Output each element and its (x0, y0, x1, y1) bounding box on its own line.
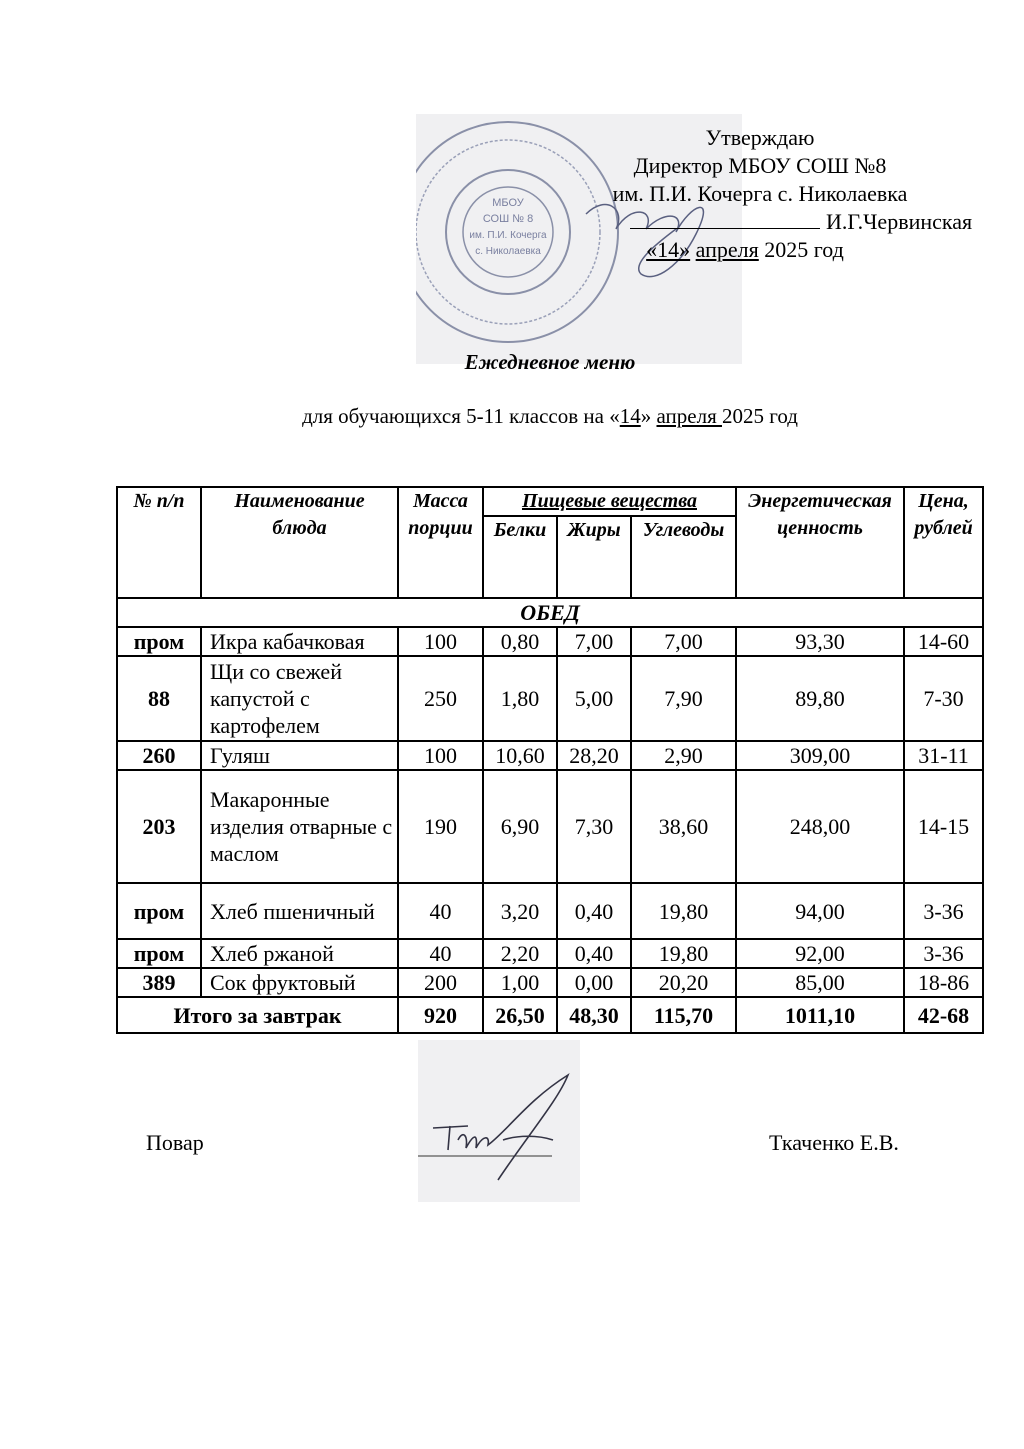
table-row (117, 627, 983, 656)
cell-fat: 0,00 (557, 968, 631, 997)
cell-price: 14-60 (904, 627, 983, 656)
cell-fat: 5,00 (557, 656, 631, 741)
total-row (117, 997, 983, 1033)
cell-num: пром (117, 627, 201, 656)
table-row (117, 741, 983, 770)
cell-price: 14-15 (904, 770, 983, 883)
svg-text:с. Николаевка: с. Николаевка (475, 246, 541, 257)
cell-energy: 85,00 (736, 968, 904, 997)
header-protein: Белки (483, 516, 557, 598)
total-price: 42-68 (904, 997, 983, 1033)
cell-protein: 10,60 (483, 741, 557, 770)
approval-block (560, 124, 973, 264)
cell-protein: 6,90 (483, 770, 557, 883)
cell-energy: 248,00 (736, 770, 904, 883)
svg-text:МБОУ: МБОУ (492, 197, 524, 209)
table-row (117, 968, 983, 997)
subtitle-year: 2025 год (721, 404, 798, 428)
header-nutrients: Пищевые вещества (483, 487, 736, 516)
header-price: Цена, рублей (904, 487, 983, 598)
cell-protein: 1,00 (483, 968, 557, 997)
cell-name: Хлеб пшеничный (201, 883, 398, 939)
approval-year: 2025 год (764, 237, 844, 262)
cell-num: пром (117, 883, 201, 939)
cell-num: 260 (117, 741, 201, 770)
cell-protein: 0,80 (483, 627, 557, 656)
table-row (117, 656, 983, 741)
cell-mass: 250 (398, 656, 483, 741)
svg-text:им. П.И. Кочерга: им. П.И. Кочерга (469, 230, 547, 241)
header-carbs: Углеводы (631, 516, 736, 598)
cell-mass: 200 (398, 968, 483, 997)
subtitle-prefix: для обучающихся 5-11 классов на « (302, 404, 620, 428)
total-protein: 26,50 (483, 997, 557, 1033)
cell-mass: 100 (398, 627, 483, 656)
cell-energy: 93,30 (736, 627, 904, 656)
cell-name: Макаронные изделия отварные с маслом (201, 770, 398, 883)
cell-name: Хлеб ржаной (201, 939, 398, 968)
cell-num: 88 (117, 656, 201, 741)
total-fat: 48,30 (557, 997, 631, 1033)
cell-carbs: 7,90 (631, 656, 736, 741)
cell-name: Гуляш (201, 741, 398, 770)
header-energy: Энергетическая ценность (736, 487, 904, 598)
cell-num: пром (117, 939, 201, 968)
cell-name: Сок фруктовый (201, 968, 398, 997)
cell-carbs: 38,60 (631, 770, 736, 883)
signature-line (630, 228, 820, 229)
cell-mass: 40 (398, 883, 483, 939)
signature-icon (418, 1040, 580, 1202)
header-num: № п/п (117, 487, 201, 598)
total-label: Итого за завтрак (117, 997, 398, 1033)
cell-mass: 40 (398, 939, 483, 968)
table-row (117, 770, 983, 883)
page-title: Ежедневное меню (464, 350, 636, 374)
cook-role: Повар (146, 1130, 204, 1155)
header-fat: Жиры (557, 516, 631, 598)
cell-energy: 89,80 (736, 656, 904, 741)
cell-carbs: 19,80 (631, 939, 736, 968)
header-name: Наименование блюда (201, 487, 398, 598)
cell-carbs: 7,00 (631, 627, 736, 656)
cell-fat: 28,20 (557, 741, 631, 770)
cell-fat: 0,40 (557, 883, 631, 939)
cell-protein: 3,20 (483, 883, 557, 939)
cell-carbs: 19,80 (631, 883, 736, 939)
cook-name: Ткаченко Е.В. (769, 1130, 899, 1155)
cell-carbs: 20,20 (631, 968, 736, 997)
approval-day: «14» (646, 237, 691, 262)
subtitle-mid: » (640, 404, 657, 428)
cell-price: 3-36 (904, 883, 983, 939)
total-carbs: 115,70 (631, 997, 736, 1033)
cell-fat: 7,00 (557, 627, 631, 656)
cell-carbs: 2,90 (631, 741, 736, 770)
menu-table (116, 486, 984, 1034)
approval-signer: И.Г.Червинская (826, 209, 973, 234)
cell-mass: 100 (398, 741, 483, 770)
cell-fat: 0,40 (557, 939, 631, 968)
cell-num: 389 (117, 968, 201, 997)
cell-protein: 2,20 (483, 939, 557, 968)
cell-price: 3-36 (904, 939, 983, 968)
section-lunch: ОБЕД (117, 598, 983, 627)
page-subtitle (0, 404, 1024, 429)
svg-text:СОШ № 8: СОШ № 8 (482, 213, 534, 225)
cell-price: 31-11 (904, 741, 983, 770)
cook-signature (418, 1040, 580, 1202)
total-mass: 920 (398, 997, 483, 1033)
cell-protein: 1,80 (483, 656, 557, 741)
table-row (117, 939, 983, 968)
approval-heading: Утверждаю (705, 125, 815, 150)
cell-energy: 309,00 (736, 741, 904, 770)
total-energy: 1011,10 (736, 997, 904, 1033)
cell-fat: 7,30 (557, 770, 631, 883)
cell-energy: 94,00 (736, 883, 904, 939)
cell-price: 18-86 (904, 968, 983, 997)
subtitle-day: 14 (619, 404, 641, 428)
cell-name: Икра кабачковая (201, 627, 398, 656)
cell-num: 203 (117, 770, 201, 883)
cell-name: Щи со свежей капустой с картофелем (201, 656, 398, 741)
table-row (117, 883, 983, 939)
approval-school: им. П.И. Кочерга с. Николаевка (612, 181, 908, 206)
cell-mass: 190 (398, 770, 483, 883)
approval-position: Директор МБОУ СОШ №8 (633, 153, 887, 178)
cell-energy: 92,00 (736, 939, 904, 968)
header-mass: Масса порции (398, 487, 483, 598)
cell-price: 7-30 (904, 656, 983, 741)
approval-month: апреля (695, 237, 759, 262)
subtitle-month: апреля (656, 404, 722, 428)
